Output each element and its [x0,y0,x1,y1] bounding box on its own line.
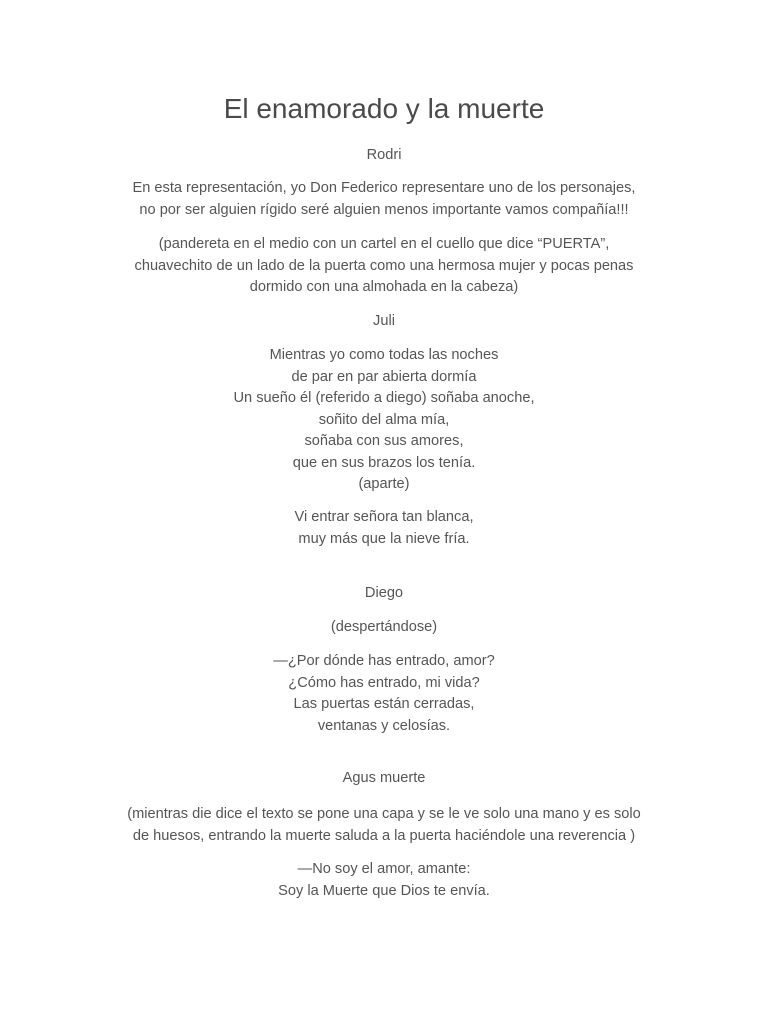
verse-line: —No soy el amor, amante: [297,861,471,877]
rodri-dialogue [84,178,684,221]
document-title: El enamorado y la muerte [223,93,545,124]
verse-line: Un sueño él (referido a diego) soñaba anoche, [233,390,535,406]
verse-line: que en sus brazos los tenía. [292,454,476,471]
verse-line: ventanas y celosías. [317,717,451,734]
text-line: chuavechito de un lado de la puerta como una hermosa mujer y pocas penas [134,257,634,274]
speaker-name: Rodri [366,147,402,163]
verse-line: soñaba con sus amores, [304,433,464,449]
agus-verse [84,859,684,902]
text-line: (pandereta en el medio con un cartel en el cuello que dice “PUERTA”, [158,236,610,252]
speaker-agus [84,768,684,790]
text-line: En esta representación, yo Don Federico representare uno de los personajes, [132,180,636,196]
verse-line: Vi entrar señora tan blanca, [294,509,474,525]
verse-line: —¿Por dónde has entrado, amor? [273,653,495,669]
speaker-name: Juli [373,313,395,329]
speaker-name: Agus muerte [342,770,426,786]
verse-line: (aparte) [358,476,410,492]
diego-direction [84,617,684,639]
verse-line: muy más que la nieve fría. [298,530,470,547]
speaker-rodri [84,145,684,167]
speaker-name: Diego [364,585,404,601]
text-line: (mientras die dice el texto se pone una capa y se le ve solo una mano y es solo [127,806,641,822]
speaker-juli [84,311,684,333]
verse-line: soñito del alma mía, [318,411,450,428]
stage-direction-2 [84,804,684,847]
verse-line: ¿Cómo has entrado, mi vida? [288,674,480,691]
diego-verse [84,651,684,737]
verse-line: de par en par abierta dormía [291,368,477,385]
text-line: de huesos, entrando la muerte saluda a la puerta haciéndole una reverencia ) [132,827,636,844]
text-line: no por ser alguien rígido seré alguien menos importante vamos compañía!!! [139,201,629,218]
verse-line: Mientras yo como todas las noches [269,347,499,363]
juli-verse-1 [84,345,684,496]
speaker-diego [84,583,684,605]
verse-line: Soy la Muerte que Dios te envía. [278,882,490,899]
text-line: dormido con una almohada en la cabeza) [249,279,519,295]
juli-verse-2 [84,507,684,550]
stage-direction-1 [84,234,684,299]
stage-direction: (despertándose) [330,619,438,635]
verse-line: Las puertas están cerradas, [293,696,475,712]
